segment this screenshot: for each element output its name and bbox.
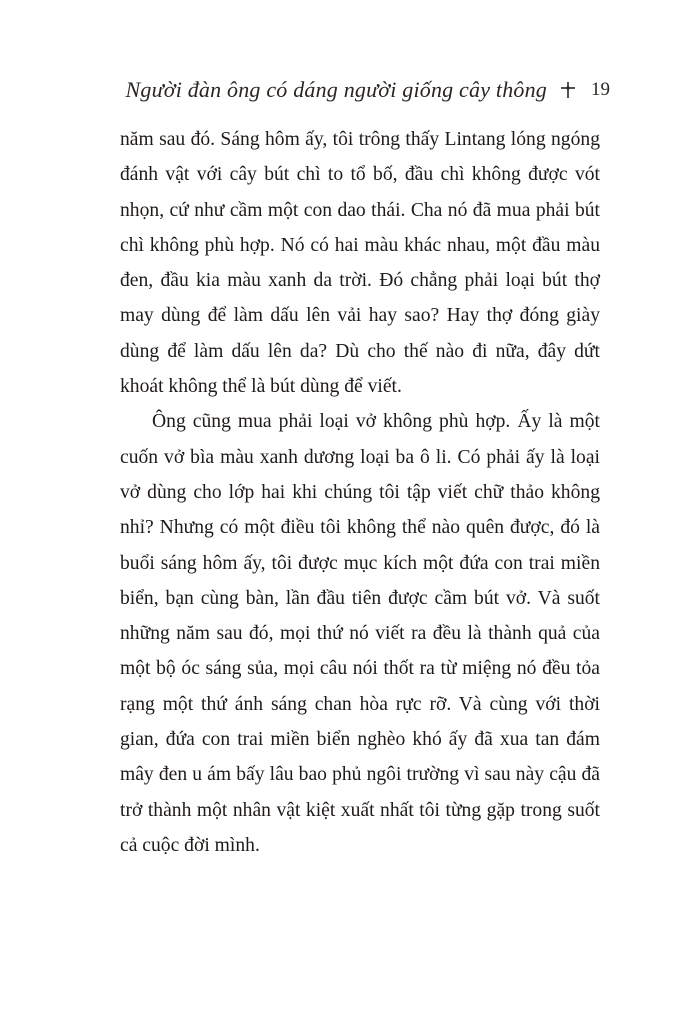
running-header: [125, 70, 610, 110]
paragraph-continued: năm sau đó. Sáng hôm ấy, tôi trông thấy Lintang lóng ngóng đánh vật với cây bút chì to tổ bố, đầu chì không được vót nhọn, cứ như cầm một con dao thái. Cha nó đã mua phải bút chì không phù hợp. Nó có hai màu khác nhau, một đầu màu đen, đầu kia màu xanh da trời. Đó chẳng phải loại bút thợ may dùng để làm dấu lên vải hay sao? Hay thợ đóng giày dùng để làm dấu lên da? Dù cho thế nào đi nữa, đây dứt khoát không thể là bút dùng để viết.: [120, 129, 600, 398]
paragraph: Ông cũng mua phải loại vở không phù hợp. Ấy là một cuốn vở bìa màu xanh dương loại ba ô li. Có phải ấy là loại vở dùng cho lớp hai khi chúng tôi tập viết chữ thảo không nhỉ? Nhưng có một điều tôi không thể nào quên được, đó là buổi sáng hôm ấy, tôi được mục kích một đứa con trai miền biển, bạn cùng bàn, lần đầu tiên được cầm bút vở. Và suốt những năm sau đó, mọi thứ nó viết ra đều là thành quả của một bộ óc sáng sủa, mọi câu nói thốt ra từ miệng nó đều tỏa rạng một thứ ánh sáng chan hòa rực rỡ. Và cùng với thời gian, đứa con trai miền biển nghèo khó ấy đã xua tan đám mây đen u ám bấy lâu bao phủ ngôi trường vì sau này cậu đã trở thành một nhân vật kiệt xuất nhất tôi từng gặp trong suốt cả cuộc đời mình.: [120, 411, 600, 856]
running-header-title: Người đàn ông có dáng người giống cây thông: [125, 77, 547, 102]
cross-ornament-icon: [559, 81, 577, 99]
body-text: [120, 122, 600, 863]
page-number: 19: [591, 79, 610, 100]
